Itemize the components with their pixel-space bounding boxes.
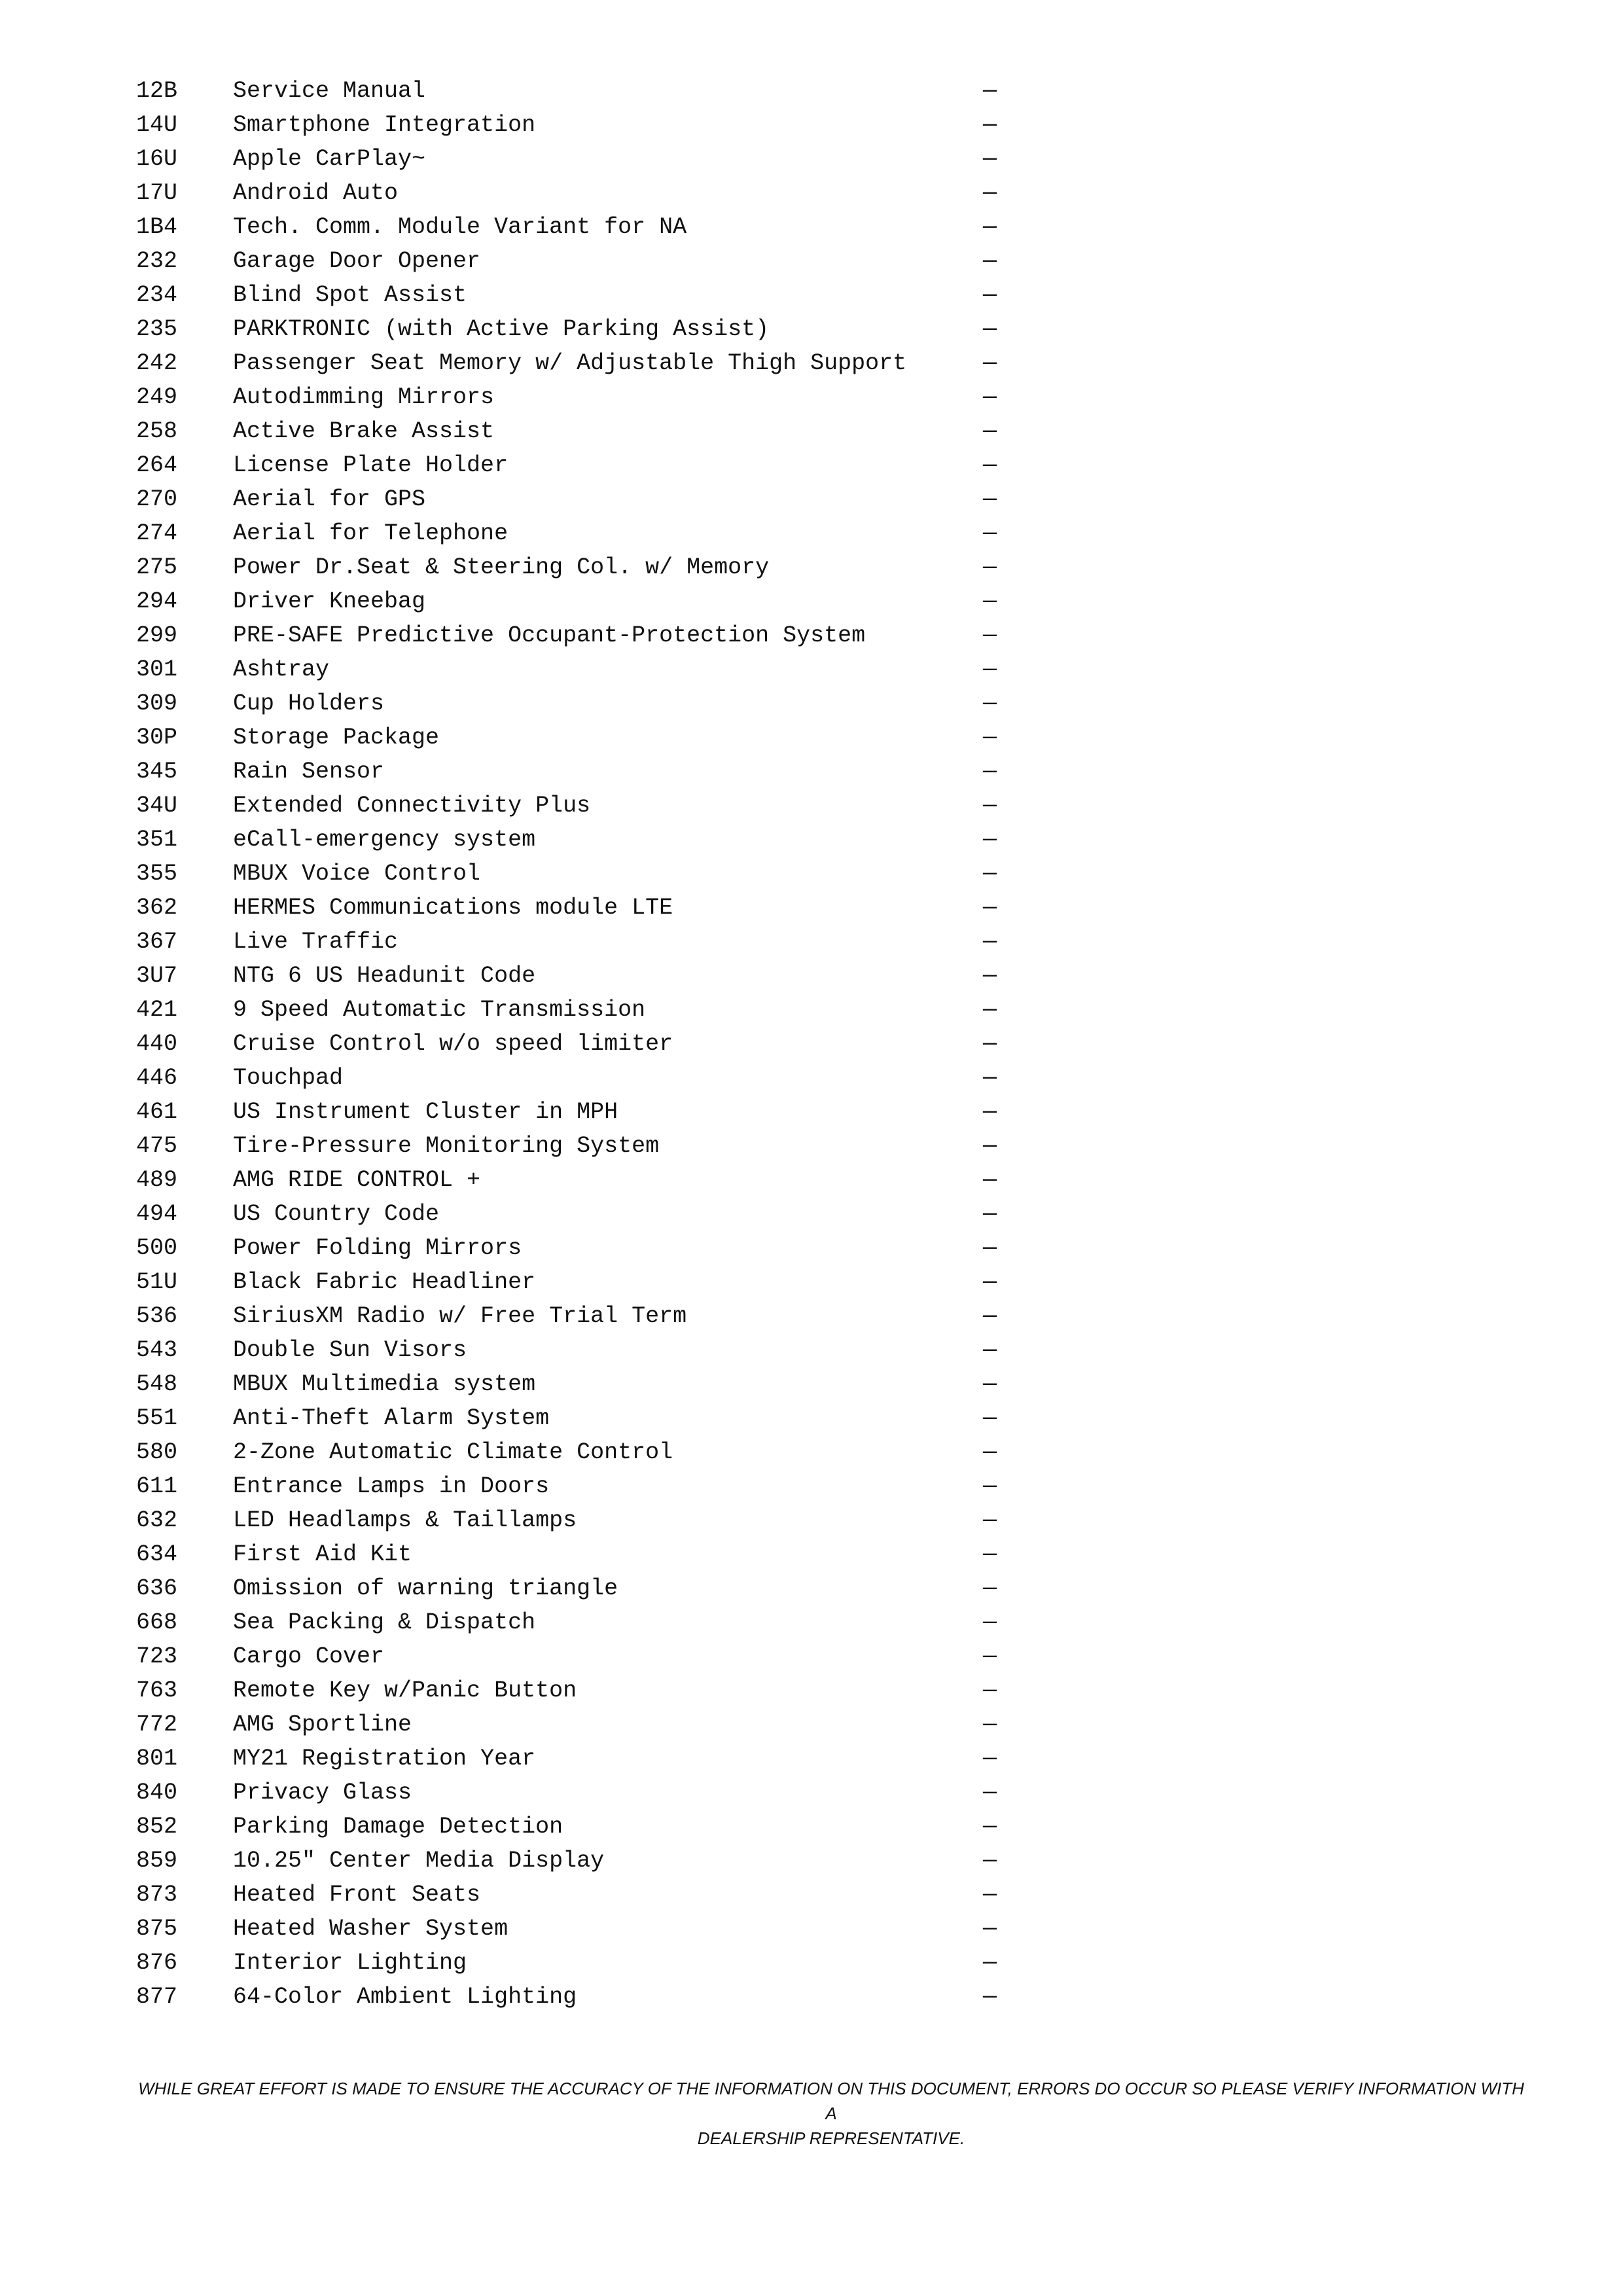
option-price: —	[983, 452, 997, 478]
option-price: —	[983, 1541, 997, 1568]
option-description: Aerial for Telephone	[233, 520, 508, 547]
option-code: 461	[136, 1099, 178, 1125]
option-description: 9 Speed Automatic Transmission	[233, 997, 646, 1023]
option-code: 275	[136, 554, 178, 581]
option-description: Parking Damage Detection	[233, 1814, 563, 1840]
option-code: 859	[136, 1848, 178, 1874]
option-row	[136, 176, 1007, 210]
option-price: —	[983, 1746, 997, 1772]
option-code: 494	[136, 1201, 178, 1227]
option-description: NTG 6 US Headunit Code	[233, 963, 536, 989]
option-row	[136, 1810, 1007, 1844]
option-row	[136, 584, 1007, 619]
option-description: Heated Washer System	[233, 1916, 508, 1942]
option-price: —	[983, 1780, 997, 1806]
option-price: —	[983, 963, 997, 989]
option-description: Black Fabric Headliner	[233, 1269, 536, 1295]
option-code: 634	[136, 1541, 178, 1568]
option-price: —	[983, 1643, 997, 1670]
option-description: Power Dr.Seat & Steering Col. w/ Memory	[233, 554, 770, 581]
option-price: —	[983, 350, 997, 376]
disclaimer-line-2: DEALERSHIP REPRESENTATIVE.	[697, 2128, 965, 2148]
option-row	[136, 278, 1007, 312]
option-code: 294	[136, 588, 178, 615]
option-row	[136, 1537, 1007, 1571]
option-description: HERMES Communications module LTE	[233, 895, 673, 921]
option-price: —	[983, 554, 997, 581]
option-description: 10.25" Center Media Display	[233, 1848, 605, 1874]
option-row	[136, 1401, 1007, 1435]
option-code: 242	[136, 350, 178, 376]
option-code: 367	[136, 929, 178, 955]
option-description: PRE-SAFE Predictive Occupant-Protection System	[233, 622, 866, 649]
option-price: —	[983, 793, 997, 819]
option-price: —	[983, 1269, 997, 1295]
option-description: MBUX Voice Control	[233, 861, 481, 887]
option-price: —	[983, 1167, 997, 1193]
option-code: 668	[136, 1609, 178, 1636]
option-price: —	[983, 1405, 997, 1431]
option-row	[136, 1435, 1007, 1469]
option-row	[136, 1129, 1007, 1163]
option-row	[136, 1163, 1007, 1197]
option-code: 362	[136, 895, 178, 921]
option-price: —	[983, 1065, 997, 1091]
option-row	[136, 1946, 1007, 1980]
option-code: 30P	[136, 725, 178, 751]
option-code: 345	[136, 759, 178, 785]
option-code: 801	[136, 1746, 178, 1772]
option-price: —	[983, 1133, 997, 1159]
option-row	[136, 789, 1007, 823]
option-price: —	[983, 725, 997, 751]
option-price: —	[983, 1814, 997, 1840]
option-code: 34U	[136, 793, 178, 819]
option-row	[136, 1095, 1007, 1129]
option-description: Cup Holders	[233, 691, 385, 717]
option-row	[136, 210, 1007, 244]
option-code: 875	[136, 1916, 178, 1942]
option-description: Service Manual	[233, 78, 426, 104]
option-row	[136, 721, 1007, 755]
option-row	[136, 925, 1007, 959]
option-code: 489	[136, 1167, 178, 1193]
option-row	[136, 516, 1007, 550]
option-row	[136, 1912, 1007, 1946]
option-code: 580	[136, 1439, 178, 1465]
option-row	[136, 1776, 1007, 1810]
option-row	[136, 823, 1007, 857]
option-price: —	[983, 1848, 997, 1874]
option-code: 636	[136, 1575, 178, 1602]
option-code: 14U	[136, 112, 178, 138]
option-description: Live Traffic	[233, 929, 399, 955]
option-price: —	[983, 691, 997, 717]
option-description: 2-Zone Automatic Climate Control	[233, 1439, 673, 1465]
option-row	[136, 1367, 1007, 1401]
option-code: 264	[136, 452, 178, 478]
option-price: —	[983, 1031, 997, 1057]
option-row	[136, 619, 1007, 653]
option-code: 299	[136, 622, 178, 649]
option-row	[136, 1333, 1007, 1367]
option-price: —	[983, 316, 997, 342]
option-code: 421	[136, 997, 178, 1023]
option-price: —	[983, 486, 997, 512]
option-description: MBUX Multimedia system	[233, 1371, 536, 1397]
option-row	[136, 1980, 1007, 2014]
option-row	[136, 1605, 1007, 1640]
option-price: —	[983, 1201, 997, 1227]
option-price: —	[983, 146, 997, 172]
option-price: —	[983, 861, 997, 887]
option-row	[136, 1742, 1007, 1776]
option-code: 548	[136, 1371, 178, 1397]
option-description: SiriusXM Radio w/ Free Trial Term	[233, 1303, 687, 1329]
option-price: —	[983, 78, 997, 104]
option-code: 536	[136, 1303, 178, 1329]
option-description: Ashtray	[233, 656, 330, 683]
option-price: —	[983, 1303, 997, 1329]
option-price: —	[983, 1473, 997, 1499]
option-price: —	[983, 384, 997, 410]
option-description: Garage Door Opener	[233, 248, 481, 274]
option-description: Storage Package	[233, 725, 440, 751]
option-row	[136, 1503, 1007, 1537]
option-code: 763	[136, 1677, 178, 1704]
option-code: 235	[136, 316, 178, 342]
option-price: —	[983, 112, 997, 138]
option-row	[136, 244, 1007, 278]
option-row	[136, 891, 1007, 925]
option-price: —	[983, 520, 997, 547]
option-description: AMG Sportline	[233, 1712, 412, 1738]
option-code: 249	[136, 384, 178, 410]
option-code: 234	[136, 282, 178, 308]
option-code: 3U7	[136, 963, 178, 989]
option-row	[136, 1674, 1007, 1708]
option-description: Cargo Cover	[233, 1643, 385, 1670]
option-description: Omission of warning triangle	[233, 1575, 618, 1602]
option-price: —	[983, 1439, 997, 1465]
option-description: Android Auto	[233, 180, 399, 206]
option-row	[136, 346, 1007, 380]
disclaimer-line-1: WHILE GREAT EFFORT IS MADE TO ENSURE THE ACCURACY OF THE INFORMATION ON THIS DOCUMENT, ERRORS DO OCCUR SO PLEASE VERIFY INFORMATION WITH A	[138, 2079, 1524, 2123]
option-price: —	[983, 214, 997, 240]
option-row	[136, 1708, 1007, 1742]
option-description: Smartphone Integration	[233, 112, 536, 138]
option-price: —	[983, 656, 997, 683]
option-description: Sea Packing & Dispatch	[233, 1609, 536, 1636]
option-price: —	[983, 1984, 997, 2010]
option-code: 543	[136, 1337, 178, 1363]
option-row	[136, 653, 1007, 687]
option-code: 258	[136, 418, 178, 444]
option-price: —	[983, 1371, 997, 1397]
option-description: Rain Sensor	[233, 759, 385, 785]
option-code: 877	[136, 1984, 178, 2010]
option-row	[136, 482, 1007, 516]
option-code: 876	[136, 1950, 178, 1976]
option-description: Cruise Control w/o speed limiter	[233, 1031, 673, 1057]
option-row	[136, 1844, 1007, 1878]
option-price: —	[983, 1337, 997, 1363]
option-code: 309	[136, 691, 178, 717]
option-description: License Plate Holder	[233, 452, 508, 478]
option-row	[136, 755, 1007, 789]
option-code: 232	[136, 248, 178, 274]
option-code: 16U	[136, 146, 178, 172]
option-code: 446	[136, 1065, 178, 1091]
option-description: Anti-Theft Alarm System	[233, 1405, 550, 1431]
option-description: Passenger Seat Memory w/ Adjustable Thigh Support	[233, 350, 907, 376]
option-description: Heated Front Seats	[233, 1882, 481, 1908]
option-price: —	[983, 1677, 997, 1704]
option-code: 632	[136, 1507, 178, 1534]
option-price: —	[983, 248, 997, 274]
option-code: 440	[136, 1031, 178, 1057]
option-code: 611	[136, 1473, 178, 1499]
option-row	[136, 550, 1007, 584]
option-description: eCall-emergency system	[233, 827, 536, 853]
option-code: 17U	[136, 180, 178, 206]
option-price: —	[983, 1609, 997, 1636]
option-code: 274	[136, 520, 178, 547]
option-row	[136, 448, 1007, 482]
option-row	[136, 1299, 1007, 1333]
option-price: —	[983, 1099, 997, 1125]
option-price: —	[983, 418, 997, 444]
option-code: 500	[136, 1235, 178, 1261]
option-row	[136, 1640, 1007, 1674]
option-code: 772	[136, 1712, 178, 1738]
option-row	[136, 142, 1007, 176]
option-price: —	[983, 1916, 997, 1942]
option-price: —	[983, 282, 997, 308]
option-description: Power Folding Mirrors	[233, 1235, 522, 1261]
option-price: —	[983, 588, 997, 615]
option-row	[136, 380, 1007, 414]
option-row	[136, 857, 1007, 891]
option-code: 270	[136, 486, 178, 512]
option-description: US Country Code	[233, 1201, 440, 1227]
option-description: Autodimming Mirrors	[233, 384, 495, 410]
option-description: Tire-Pressure Monitoring System	[233, 1133, 660, 1159]
option-description: Touchpad	[233, 1065, 344, 1091]
option-price: —	[983, 759, 997, 785]
option-code: 12B	[136, 78, 178, 104]
option-row	[136, 1197, 1007, 1231]
option-description: First Aid Kit	[233, 1541, 412, 1568]
option-description: Extended Connectivity Plus	[233, 793, 591, 819]
option-description: PARKTRONIC (with Active Parking Assist)	[233, 316, 770, 342]
option-code: 355	[136, 861, 178, 887]
option-description: Privacy Glass	[233, 1780, 412, 1806]
option-description: Blind Spot Assist	[233, 282, 467, 308]
option-price: —	[983, 929, 997, 955]
option-row	[136, 414, 1007, 448]
option-description: Apple CarPlay~	[233, 146, 426, 172]
option-row	[136, 959, 1007, 993]
option-row	[136, 1878, 1007, 1912]
option-price: —	[983, 1575, 997, 1602]
option-code: 551	[136, 1405, 178, 1431]
option-price: —	[983, 180, 997, 206]
disclaimer	[131, 2076, 1531, 2151]
option-description: 64-Color Ambient Lighting	[233, 1984, 577, 2010]
option-price: —	[983, 1712, 997, 1738]
option-description: AMG RIDE CONTROL +	[233, 1167, 481, 1193]
option-row	[136, 312, 1007, 346]
option-description: Driver Kneebag	[233, 588, 426, 615]
option-code: 475	[136, 1133, 178, 1159]
option-row	[136, 1469, 1007, 1503]
option-price: —	[983, 997, 997, 1023]
option-code: 51U	[136, 1269, 178, 1295]
option-row	[136, 687, 1007, 721]
option-code: 301	[136, 656, 178, 683]
option-price: —	[983, 1507, 997, 1534]
option-code: 1B4	[136, 214, 178, 240]
option-description: Interior Lighting	[233, 1950, 467, 1976]
option-price: —	[983, 895, 997, 921]
option-row	[136, 1027, 1007, 1061]
option-description: Tech. Comm. Module Variant for NA	[233, 214, 687, 240]
option-code: 723	[136, 1643, 178, 1670]
option-code: 852	[136, 1814, 178, 1840]
option-row	[136, 108, 1007, 142]
option-code: 351	[136, 827, 178, 853]
option-price: —	[983, 1882, 997, 1908]
options-list	[136, 74, 1007, 2014]
option-description: Active Brake Assist	[233, 418, 495, 444]
option-row	[136, 993, 1007, 1027]
option-description: Aerial for GPS	[233, 486, 426, 512]
option-description: Remote Key w/Panic Button	[233, 1677, 577, 1704]
option-description: Entrance Lamps in Doors	[233, 1473, 550, 1499]
option-row	[136, 1061, 1007, 1095]
option-description: LED Headlamps & Taillamps	[233, 1507, 577, 1534]
option-price: —	[983, 1950, 997, 1976]
option-row	[136, 1231, 1007, 1265]
option-price: —	[983, 1235, 997, 1261]
option-code: 873	[136, 1882, 178, 1908]
option-price: —	[983, 622, 997, 649]
option-row	[136, 74, 1007, 108]
option-price: —	[983, 827, 997, 853]
option-description: US Instrument Cluster in MPH	[233, 1099, 618, 1125]
option-row	[136, 1265, 1007, 1299]
option-description: MY21 Registration Year	[233, 1746, 536, 1772]
option-code: 840	[136, 1780, 178, 1806]
option-row	[136, 1571, 1007, 1605]
option-description: Double Sun Visors	[233, 1337, 467, 1363]
